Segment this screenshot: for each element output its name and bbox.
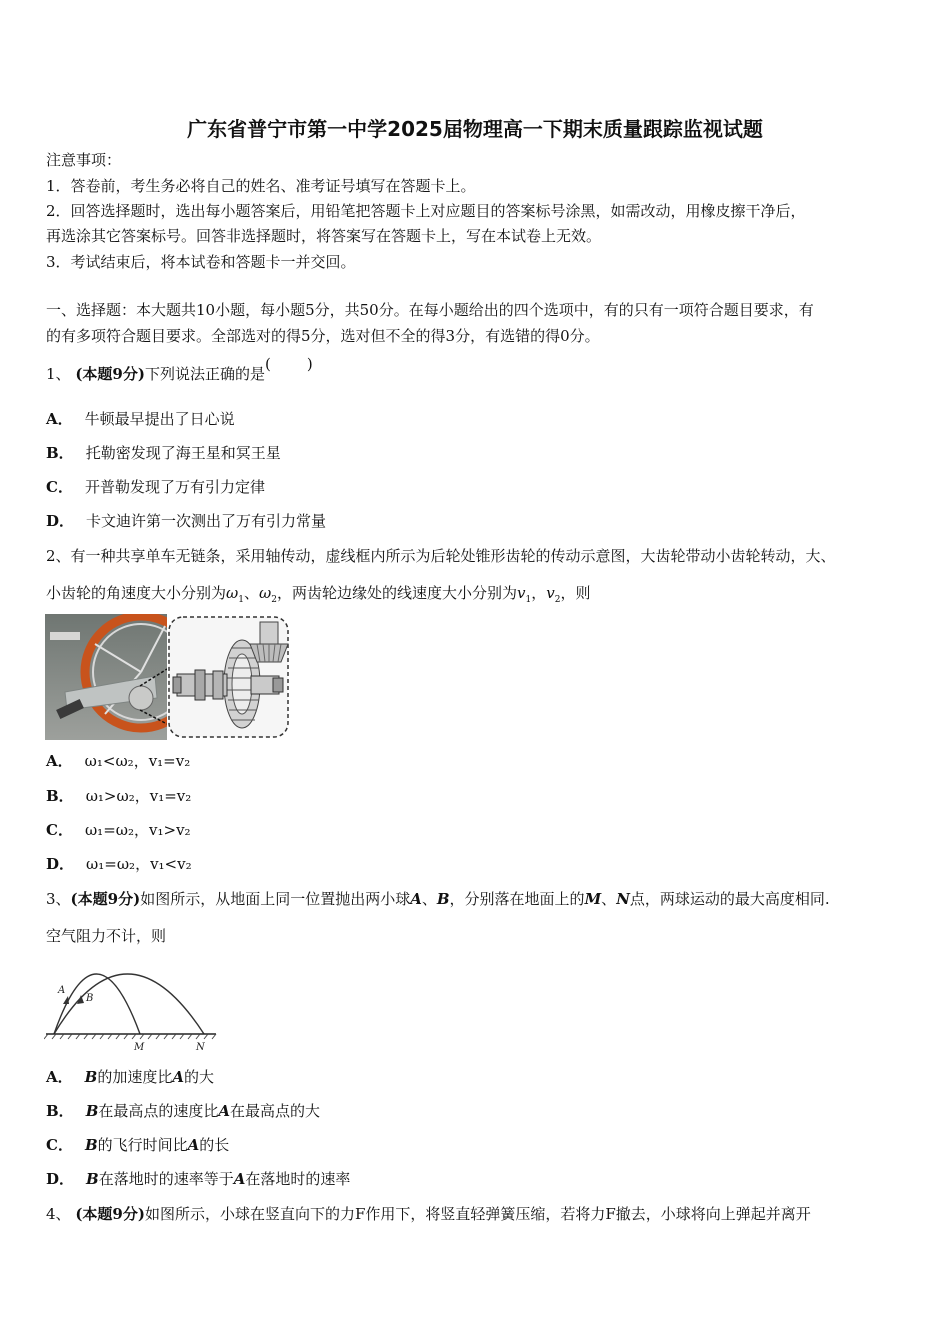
label-a: A xyxy=(58,985,66,996)
q2-sub: 1 xyxy=(238,595,244,605)
option-text: ω₁>ω₂，v₁=v₂ xyxy=(85,787,192,805)
notice-item: 2．回答选择题时，选出每小题答案后，用铅笔把答题卡上对应题目的答案标号涂黑，如需改动，用橡皮擦干净后， xyxy=(46,202,806,220)
option-var: A xyxy=(172,1068,184,1086)
q3-tag: (本题9分) xyxy=(70,890,141,908)
option-letter: A． xyxy=(46,410,73,428)
option-letter: A． xyxy=(46,752,73,770)
q2-text: 小齿轮的角速度大小分别为 xyxy=(46,584,227,602)
q2-omega: ω xyxy=(259,584,272,602)
option-text: 在最高点的大 xyxy=(230,1102,321,1120)
option-text: 的长 xyxy=(199,1136,230,1154)
label-n: N xyxy=(196,1042,205,1053)
question-3-stem xyxy=(46,889,830,909)
option-letter: B． xyxy=(46,787,74,805)
option-letter: D． xyxy=(46,855,75,873)
bike-gear-figure xyxy=(45,614,290,740)
question-2-stem: 2、有一种共享单车无链条，采用轴传动，虚线框内所示为后轮处锥形齿轮的传动示意图，大齿轮带动小齿轮转动，大、 xyxy=(46,547,836,565)
q1-answer-paren: ( ) xyxy=(264,355,315,373)
option-var: B xyxy=(86,1170,99,1188)
question-4-stem xyxy=(46,1204,811,1224)
q3-text: 如图所示，从地面上同一位置抛出两小球 xyxy=(140,890,411,908)
q3-option-d xyxy=(46,1169,350,1189)
q2-option-a xyxy=(46,751,190,771)
q2-text: ，则 xyxy=(560,584,591,602)
arrow-a-icon xyxy=(63,996,69,1004)
option-text: 开普勒发现了万有引力定律 xyxy=(84,478,265,496)
option-letter: C． xyxy=(46,821,73,839)
q2-sep: 、 xyxy=(243,584,259,602)
q3-text: 点，两球运动的最大高度相同. xyxy=(629,890,830,908)
option-letter: B． xyxy=(46,1102,74,1120)
option-text: ω₁=ω₂，v₁>v₂ xyxy=(84,821,191,839)
option-text: 托勒密发现了海王星和冥王星 xyxy=(85,444,281,462)
option-text: ω₁=ω₂，v₁<v₂ xyxy=(86,855,192,873)
q3-text: ，分别落在地面上的 xyxy=(449,890,585,908)
q1-option-b xyxy=(46,443,281,463)
notice-item: 3．考试结束后，将本试卷和答题卡一并交回。 xyxy=(46,253,356,271)
option-text: 牛顿最早提出了日心说 xyxy=(84,410,235,428)
option-letter: C． xyxy=(46,478,73,496)
option-var: B xyxy=(84,1068,98,1086)
q2-sub: 2 xyxy=(554,595,561,605)
notice-heading: 注意事项： xyxy=(46,151,122,169)
option-letter: B． xyxy=(46,444,74,462)
q1-number: 1、 xyxy=(46,365,71,383)
q3-sep: 、 xyxy=(601,890,617,908)
page-title: 广东省普宁市第一中学2025届物理高一下期末质量跟踪监视试题 xyxy=(187,117,763,141)
q2-option-c xyxy=(46,820,191,840)
notice-item: 1．答卷前，考生务必将自己的姓名、准考证号填写在答题卡上。 xyxy=(46,177,476,195)
option-var: B xyxy=(84,1136,98,1154)
q2-omega: ω xyxy=(226,584,239,602)
bike-photo xyxy=(45,614,290,740)
q3-var: A xyxy=(410,890,422,908)
option-letter: C． xyxy=(46,1136,73,1154)
option-letter: A． xyxy=(46,1068,73,1086)
q2-option-b xyxy=(46,786,191,806)
q3-option-a xyxy=(46,1067,214,1087)
q1-option-d xyxy=(46,511,326,531)
trajectory-diagram xyxy=(44,966,219,1056)
section-intro: 的有多项符合题目要求。全部选对的得5分，选对但不全的得3分，有选错的得0分。 xyxy=(46,327,600,345)
q3-number: 3、 xyxy=(46,890,71,908)
q3-option-c xyxy=(46,1135,229,1155)
q3-option-b xyxy=(46,1101,320,1121)
q2-v: v xyxy=(516,584,526,602)
q4-number: 4、 xyxy=(46,1205,71,1223)
notice-item: 再选涂其它答案标号。回答非选择题时，将答案写在答题卡上，写在本试卷上无效。 xyxy=(46,227,602,245)
trajectory-figure xyxy=(44,966,219,1056)
option-text: 的飞行时间比 xyxy=(97,1136,188,1154)
label-b: B xyxy=(86,993,94,1004)
q1-tag: (本题9分) xyxy=(75,365,145,383)
label-m: M xyxy=(134,1042,145,1053)
q2-sep: ， xyxy=(531,584,547,602)
q4-tag: (本题9分) xyxy=(75,1205,145,1223)
question-2-stem-line2 xyxy=(46,583,590,610)
section-intro: 一、选择题：本大题共10小题，每小题5分，共50分。在每小题给出的四个选项中，有的只有一项符合题目要求，有 xyxy=(46,301,814,319)
q2-v: v xyxy=(546,584,555,602)
option-var: A xyxy=(233,1170,246,1188)
question-3-stem-line2: 空气阻力不计，则 xyxy=(46,927,167,945)
q3-var: N xyxy=(616,890,630,908)
option-var: A xyxy=(218,1102,231,1120)
option-var: B xyxy=(85,1102,99,1120)
option-text: 卡文迪许第一次测出了万有引力常量 xyxy=(86,512,327,530)
option-text: 的加速度比 xyxy=(97,1068,173,1086)
q1-option-a xyxy=(46,409,235,429)
q3-var: B xyxy=(436,890,450,908)
option-text: 在最高点的速度比 xyxy=(98,1102,219,1120)
option-letter: D． xyxy=(46,512,75,530)
q1-text: 下列说法正确的是 xyxy=(144,365,265,383)
question-1-stem xyxy=(46,355,315,384)
q3-var: M xyxy=(584,890,602,908)
trajectory-a xyxy=(54,974,204,1034)
option-text: 在落地时的速率等于 xyxy=(98,1170,234,1188)
option-text: 在落地时的速率 xyxy=(245,1170,351,1188)
option-var: A xyxy=(187,1136,200,1154)
option-text: ω₁<ω₂，v₁=v₂ xyxy=(84,752,191,770)
q2-sub: 1 xyxy=(525,595,532,605)
q3-sep: 、 xyxy=(421,890,437,908)
q1-option-c xyxy=(46,477,265,497)
q2-sub: 2 xyxy=(271,595,277,605)
q4-text: 如图所示，小球在竖直向下的力F作用下，将竖直轻弹簧压缩，若将力F撤去，小球将向上弹起并离开 xyxy=(144,1205,811,1223)
q2-text: ，两齿轮边缘处的线速度大小分别为 xyxy=(276,584,517,602)
q2-option-d xyxy=(46,854,192,874)
option-text: 的大 xyxy=(183,1068,214,1086)
option-letter: D． xyxy=(46,1170,75,1188)
